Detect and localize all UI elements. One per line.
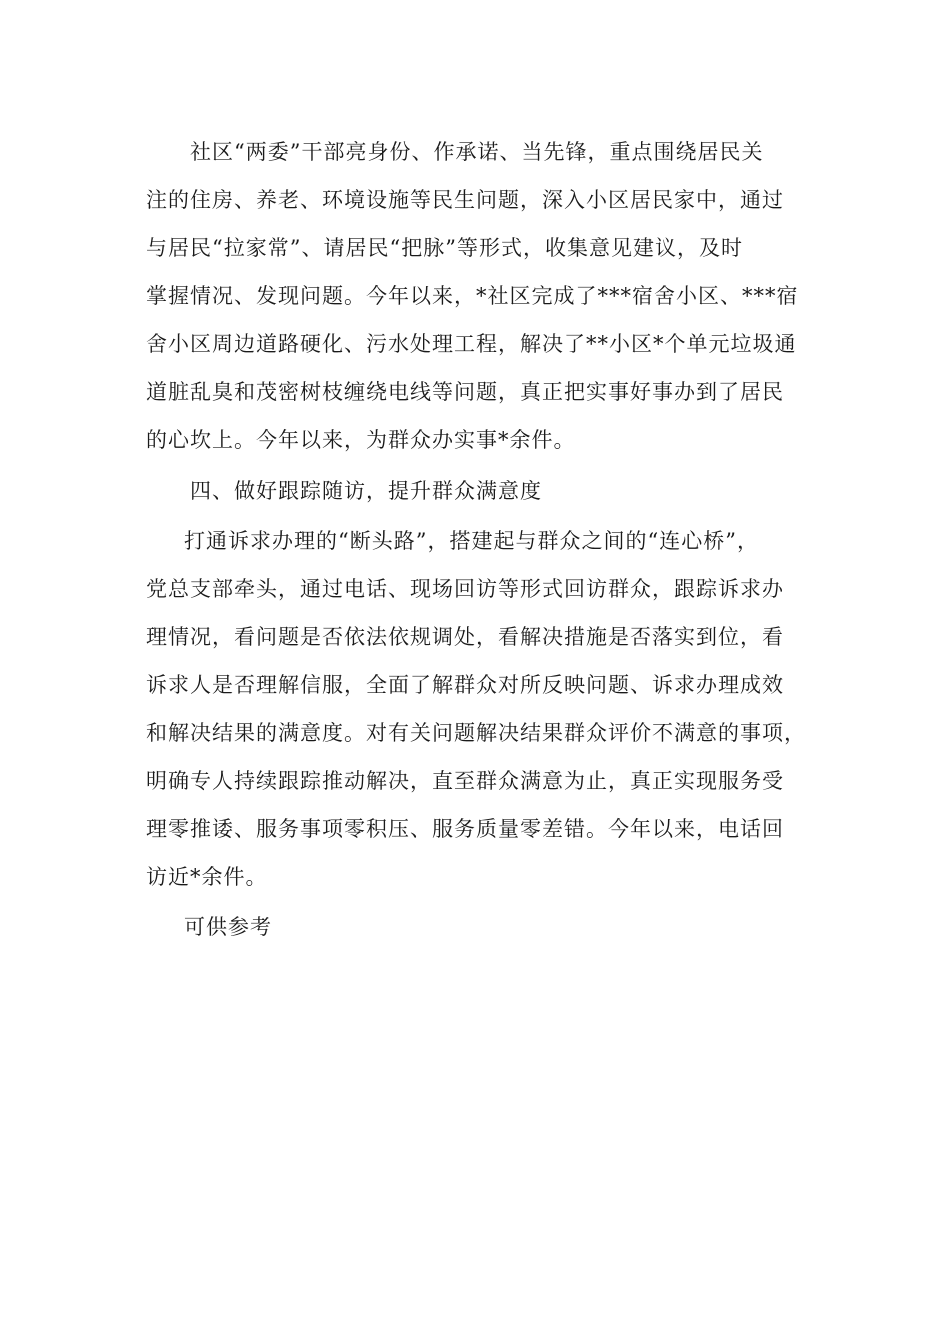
- paragraph-2-line-6: 明确专人持续跟踪推动解决，直至群众满意为止，真正实现服务受: [146, 769, 784, 793]
- paragraph-1-line-6: 道脏乱臭和茂密树枝缠绕电线等问题，真正把实事好事办到了居民: [146, 380, 784, 404]
- paragraph-2-line-3: 理情况，看问题是否依法依规调处，看解决措施是否落实到位，看: [146, 625, 784, 649]
- paragraph-1-line-5: 舍小区周边道路硬化、污水处理工程，解决了**小区*个单元垃圾通: [146, 332, 797, 356]
- paragraph-2-line-2: 党总支部牵头，通过电话、现场回访等形式回访群众，跟踪诉求办: [146, 577, 784, 601]
- closing-note: 可供参考: [184, 915, 272, 939]
- paragraph-2-line-1: 打通诉求办理的“断头路”，搭建起与群众之间的“连心桥”，: [184, 529, 759, 553]
- section-heading: 四、做好跟踪随访，提升群众满意度: [190, 479, 542, 503]
- paragraph-2-line-4: 诉求人是否理解信服，全面了解群众对所反映问题、诉求办理成效: [146, 673, 784, 697]
- paragraph-1-line-2: 注的住房、养老、环境设施等民生问题，深入小区居民家中，通过: [146, 188, 784, 212]
- paragraph-2-line-7: 理零推诿、服务事项零积压、服务质量零差错。今年以来，电话回: [146, 817, 784, 841]
- paragraph-1-line-1: 社区“两委”干部亮身份、作承诺、当先锋，重点围绕居民关: [190, 140, 764, 164]
- paragraph-1-line-3: 与居民“拉家常”、请居民“把脉”等形式，收集意见建议，及时: [146, 236, 743, 260]
- paragraph-2-line-5: 和解决结果的满意度。对有关问题解决结果群众评价不满意的事项，: [146, 721, 806, 745]
- paragraph-2-line-8: 访近*余件。: [146, 865, 268, 889]
- paragraph-1-line-4: 掌握情况、发现问题。今年以来，*社区完成了***宿舍小区、***宿: [146, 284, 799, 308]
- paragraph-1-line-7: 的心坎上。今年以来，为群众办实事*余件。: [146, 428, 576, 452]
